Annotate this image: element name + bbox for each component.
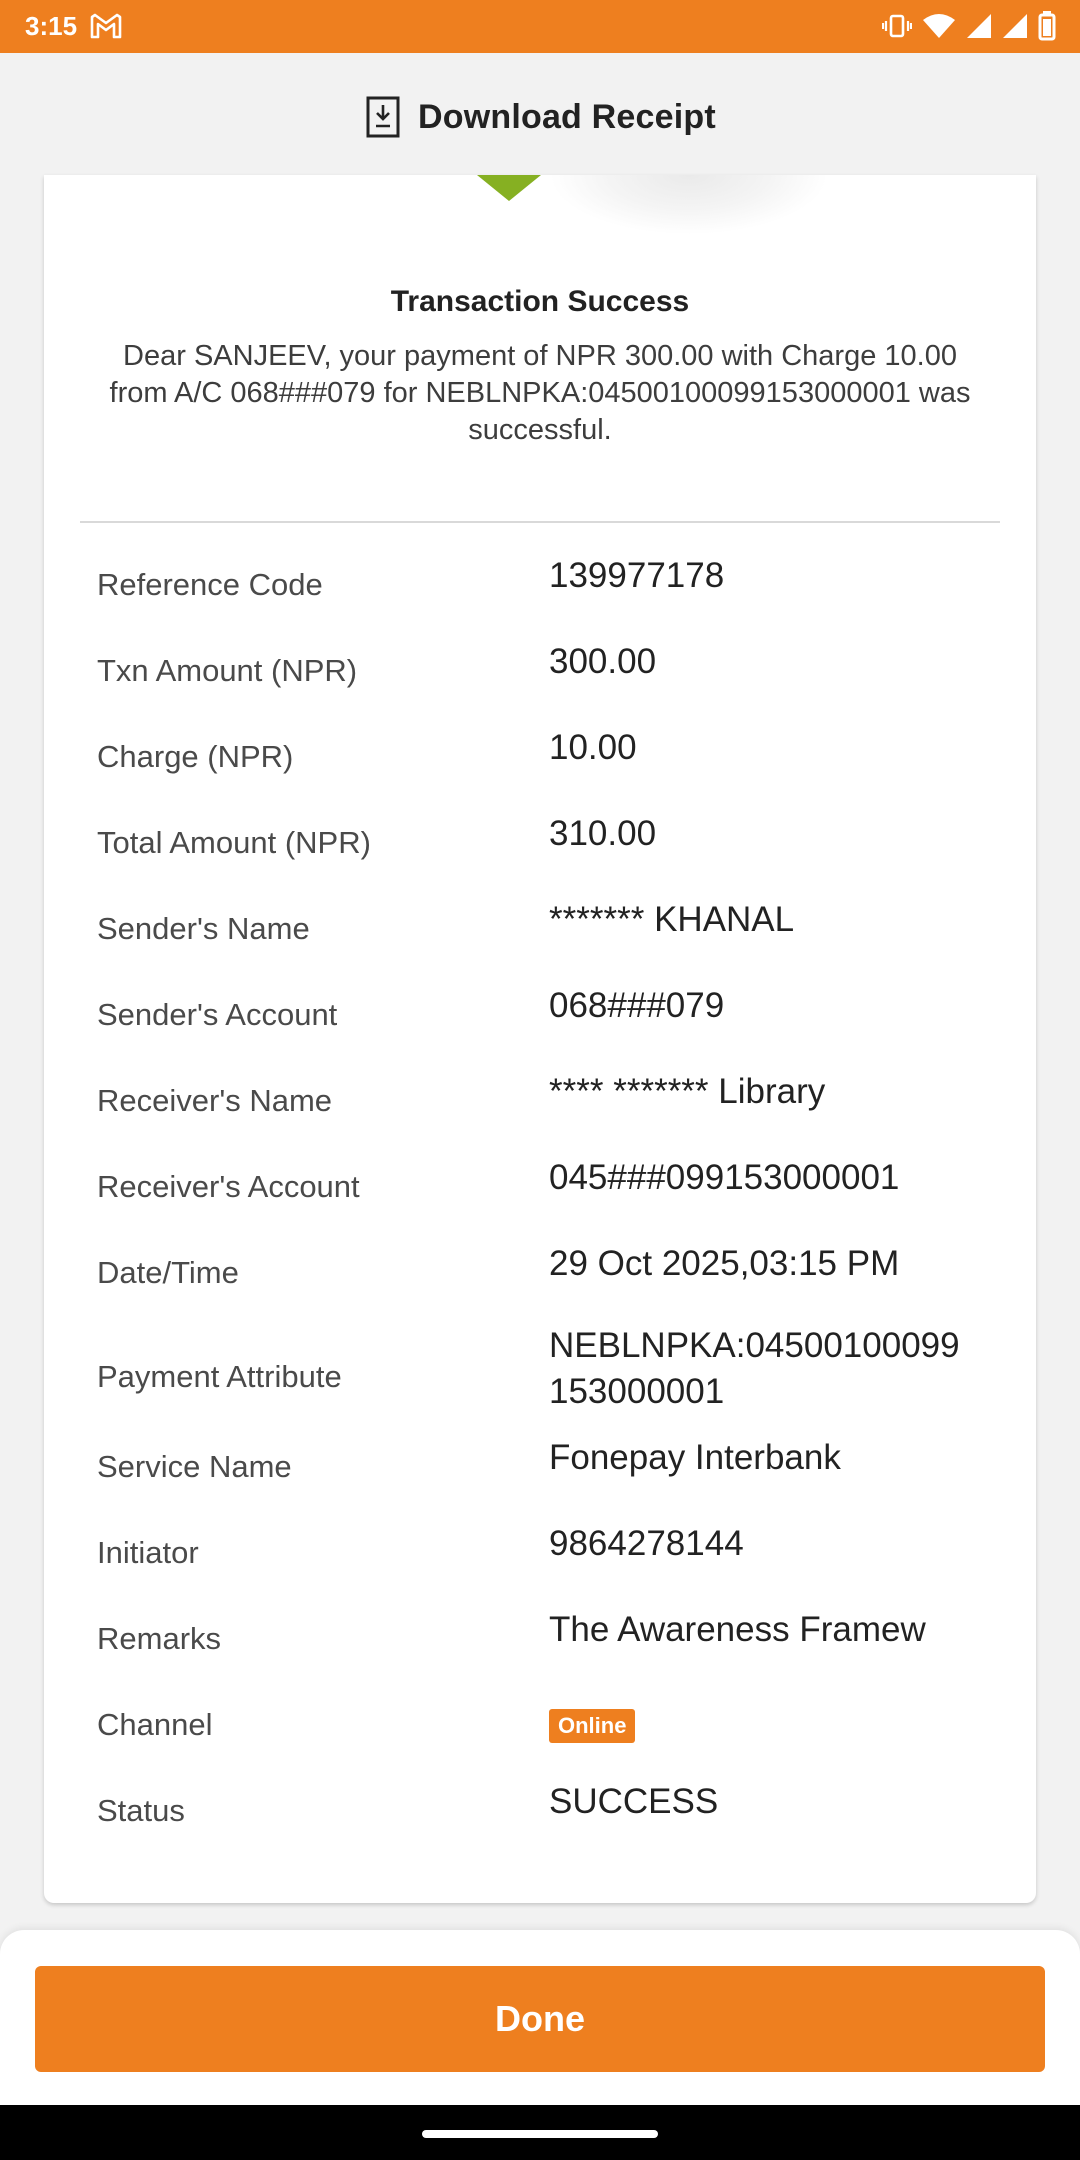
row-label: Remarks [97,1621,222,1656]
row-label: Receiver's Account [97,1169,360,1204]
row-receiver-account [44,1147,1036,1233]
download-receipt-button[interactable] [366,96,716,138]
bottom-sheet [0,1930,1080,2105]
row-label: Initiator [97,1535,199,1570]
row-value: Fonepay Interbank [549,1438,841,1477]
receipt-header [0,53,1080,175]
divider [80,521,1000,523]
row-txn-amount [44,631,1036,717]
success-title: Transaction Success [390,285,690,318]
row-reference-code [44,545,1036,631]
battery-icon [1038,11,1056,41]
row-value: 045###099153000001 [549,1158,900,1197]
status-time: 3:15 [25,11,78,41]
signal-icon [966,13,992,39]
row-status [44,1771,1036,1857]
row-label: Date/Time [97,1255,239,1290]
row-value: The Awareness Framew [549,1610,926,1649]
row-label: Channel [97,1707,213,1742]
page-title: Download Receipt [418,97,716,136]
row-value: 10.00 [549,728,637,767]
row-payment-attribute [44,1315,1036,1427]
row-total-amount [44,803,1036,889]
row-value: ******* KHANAL [549,900,795,939]
row-remarks [44,1599,1036,1685]
row-label: Service Name [97,1449,292,1484]
success-message: Dear SANJEEV, your payment of NPR 300.00 with Charge 10.00 from A/C 068###079 for NEBLNPKA:04500100099153000001 was successful. [109,340,971,446]
row-label: Sender's Name [97,911,310,946]
status-bar [0,0,1080,53]
row-label: Sender's Account [97,997,338,1032]
row-label: Total Amount (NPR) [97,825,371,860]
row-label: Status [97,1793,185,1828]
row-charge [44,717,1036,803]
row-value: 9864278144 [549,1524,744,1563]
signal-2-icon [1002,13,1028,39]
wifi-icon [922,13,956,39]
row-value [549,1699,1009,1745]
pdf-icon [366,96,400,138]
done-button[interactable]: Done [35,1966,1045,2072]
gmail-icon [90,13,122,39]
receipt-card [44,175,1036,1903]
details-list [44,545,1036,1857]
row-value: 29 Oct 2025,03:15 PM [549,1244,900,1283]
channel-badge: Online [549,1709,635,1743]
row-sender-account [44,975,1036,1061]
row-value: NEBLNPKA:04500100099153000001 [549,1326,960,1411]
row-receiver-name [44,1061,1036,1147]
row-sender-name [44,889,1036,975]
status-icons [882,11,1056,41]
cloud-decoration [549,175,829,235]
row-date-time [44,1233,1036,1315]
row-label: Payment Attribute [97,1359,342,1394]
row-value: 139977178 [549,556,725,595]
system-nav-bar [0,2105,1080,2160]
row-channel [44,1685,1036,1771]
row-value: 068###079 [549,986,725,1025]
row-label: Receiver's Name [97,1083,333,1118]
home-handle[interactable] [422,2130,658,2138]
row-label: Txn Amount (NPR) [97,653,358,688]
row-value: SUCCESS [549,1782,719,1821]
row-value: 300.00 [549,642,657,681]
success-check-tip [477,175,541,201]
row-label: Reference Code [97,567,323,602]
vibrate-icon [882,13,912,39]
row-value: 310.00 [549,814,657,853]
row-initiator [44,1513,1036,1599]
row-service-name [44,1427,1036,1513]
row-value: **** ******* Library [549,1072,826,1111]
row-label: Charge (NPR) [97,739,294,774]
